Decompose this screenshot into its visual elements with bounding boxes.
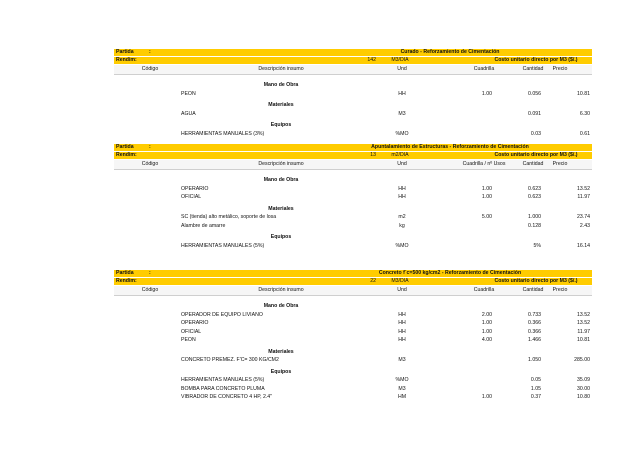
item-cantidad: 0.733 <box>528 311 541 318</box>
item-description: SC (tienda) alto metálico, soporte de losa <box>181 214 277 220</box>
partida-title: Curado - Reforzamiento de Cimentación <box>400 49 500 55</box>
item-cantidad: 0.05 <box>530 377 541 383</box>
item-description: OPERARIO <box>181 320 209 326</box>
header-cuadrilla: Cuadrilla / nº Usos <box>462 161 506 167</box>
partida-title: Apuntalamiento de Estructuras - Reforzamiento de Cimentación <box>371 144 529 150</box>
item-cantidad: 1.000 <box>528 214 541 220</box>
item-description: PEON <box>181 337 196 343</box>
header-und: Und <box>397 287 407 293</box>
header-descripcion: Descripción insumo <box>258 287 304 293</box>
section-title: Materiales <box>268 348 294 355</box>
item-description: HERRAMIENTAS MANUALES (5%) <box>181 242 265 249</box>
section-title: Equipos <box>270 122 292 128</box>
partida-colon: : <box>149 270 151 276</box>
item-description: HERRAMIENTAS MANUALES (3%) <box>181 130 265 137</box>
item-cantidad: 0.128 <box>528 222 541 229</box>
header-cantidad: Cantidad <box>522 161 544 167</box>
header-descripcion: Descripción insumo <box>258 66 304 72</box>
section-title: Materiales <box>268 205 294 212</box>
rendimiento-label: Rendim: <box>116 57 137 63</box>
partida-title: Concreto f´c=500 kg/cm2 - Reforzamiento de Cimentación <box>378 270 522 276</box>
item-description: OFICIAL <box>181 328 202 335</box>
item-precio: 13.52 <box>577 311 590 318</box>
item-precio: 10.81 <box>577 90 590 97</box>
item-cantidad: 0.366 <box>528 328 541 335</box>
item-cuadrilla: 1.00 <box>481 90 492 97</box>
partida-colon: : <box>149 49 151 55</box>
section-title: Mano de Obra <box>263 303 299 309</box>
item-unit: M3 <box>398 357 406 363</box>
item-unit: HH <box>398 311 406 318</box>
item-cantidad: 0.623 <box>528 185 541 192</box>
item-cantidad: 1.466 <box>528 337 541 343</box>
partida-colon: : <box>149 144 151 150</box>
item-unit: M3 <box>398 110 406 117</box>
item-cuadrilla: 2.00 <box>481 311 492 318</box>
section-title: Mano de Obra <box>263 177 299 183</box>
item-unit: HH <box>398 320 406 326</box>
item-unit: m2 <box>398 214 406 220</box>
header-cantidad: Cantidad <box>522 287 544 293</box>
item-unit: HH <box>398 90 406 97</box>
rendimiento-value: 22 <box>370 278 376 284</box>
rendimiento-label: Rendim: <box>116 278 137 284</box>
item-cantidad: 0.37 <box>530 394 541 400</box>
item-description: OPERADOR DE EQUIPO LIVIANO <box>181 311 263 318</box>
item-cantidad: 0.091 <box>528 110 541 117</box>
item-unit: HM <box>397 394 407 400</box>
header-precio: Precio <box>552 161 568 167</box>
rendimiento-unit: M3/DIA <box>391 57 409 63</box>
item-description: VIBRADOR DE CONCRETO 4 HP, 2.4" <box>181 394 273 400</box>
item-description: BOMBA PARA CONCRETO PLUMA <box>181 385 265 392</box>
item-precio: 11.97 <box>577 194 590 200</box>
item-precio: 11.97 <box>577 328 590 335</box>
section-title: Materiales <box>268 102 294 108</box>
rendimiento-label: Rendim: <box>116 152 137 158</box>
item-unit: HH <box>398 194 406 200</box>
item-cantidad: 0.056 <box>528 90 541 97</box>
item-description: Alambre de amarre <box>181 222 226 229</box>
item-cuadrilla: 1.00 <box>481 394 492 400</box>
item-description: OPERARIO <box>181 185 209 192</box>
header-codigo: Código <box>141 287 159 293</box>
item-cuadrilla: 1.00 <box>481 185 492 192</box>
partida-label: Partida <box>116 270 134 276</box>
item-precio: 10.81 <box>577 337 590 343</box>
cost-unit-label: Costo unitario directo por M3 ($/.) <box>494 152 578 158</box>
cost-unit-label: Costo unitario directo por M3 ($/.) <box>494 57 578 63</box>
rendimiento-value: 142 <box>367 57 376 63</box>
header-cantidad: Cantidad <box>522 66 544 72</box>
rendimiento-value: 13 <box>370 152 376 158</box>
item-description: HERRAMIENTAS MANUALES (5%) <box>181 377 265 383</box>
item-precio: 30.00 <box>577 385 590 392</box>
item-unit: HH <box>398 337 406 343</box>
item-cantidad: 0.623 <box>528 194 541 200</box>
item-cuadrilla: 5.00 <box>481 214 492 220</box>
item-cantidad: 1.05 <box>530 385 541 392</box>
item-unit: %MO <box>395 242 409 249</box>
partida-label: Partida <box>116 144 134 150</box>
item-unit: %MO <box>395 130 409 137</box>
item-precio: 285.00 <box>574 357 590 363</box>
section-title: Equipos <box>270 234 292 240</box>
rendimiento-unit: M3/DIA <box>391 278 409 284</box>
header-cuadrilla: Cuadrilla <box>473 287 495 293</box>
item-unit: kg <box>399 222 405 229</box>
item-precio: 23.74 <box>577 214 590 220</box>
item-unit: %MO <box>395 377 409 383</box>
item-precio: 10.80 <box>577 394 590 400</box>
item-precio: 35.09 <box>577 377 590 383</box>
item-description: AGUA <box>181 110 196 117</box>
item-cantidad: 1.050 <box>528 357 541 363</box>
item-description: OFICIAL <box>181 194 202 200</box>
item-description: PEON <box>181 90 196 97</box>
item-precio: 6.30 <box>579 110 590 117</box>
header-cuadrilla: Cuadrilla <box>473 66 495 72</box>
item-description: CONCRETO PREMEZ. F'C= 300 KG/CM2 <box>181 357 279 363</box>
header-descripcion: Descripción insumo <box>258 161 304 167</box>
section-title: Equipos <box>270 368 292 375</box>
partida-label: Partida <box>116 49 134 55</box>
cost-unit-label: Costo unitario directo por M3 ($/.) <box>494 278 578 284</box>
header-und: Und <box>397 161 407 167</box>
item-unit: HH <box>398 328 406 335</box>
item-unit: M3 <box>398 385 406 392</box>
header-precio: Precio <box>552 287 568 293</box>
item-precio: 13.52 <box>577 185 590 192</box>
header-codigo: Código <box>141 66 159 72</box>
item-cuadrilla: 1.00 <box>481 194 492 200</box>
rendimiento-unit: m2/DIA <box>391 152 409 158</box>
header-precio: Precio <box>552 66 568 72</box>
header-und: Und <box>397 66 407 72</box>
item-cuadrilla: 1.00 <box>481 328 492 335</box>
section-title: Mano de Obra <box>263 82 299 88</box>
item-cuadrilla: 4.00 <box>481 337 492 343</box>
header-codigo: Código <box>141 161 159 167</box>
item-precio: 2.43 <box>579 222 590 229</box>
item-unit: HH <box>398 185 406 192</box>
item-precio: 13.52 <box>577 320 590 326</box>
item-precio: 16.14 <box>577 242 590 249</box>
item-cantidad: 5% <box>533 242 541 249</box>
item-cantidad: 0.03 <box>530 130 541 137</box>
item-precio: 0.61 <box>579 130 590 137</box>
item-cuadrilla: 1.00 <box>481 320 492 326</box>
item-cantidad: 0.366 <box>528 320 541 326</box>
